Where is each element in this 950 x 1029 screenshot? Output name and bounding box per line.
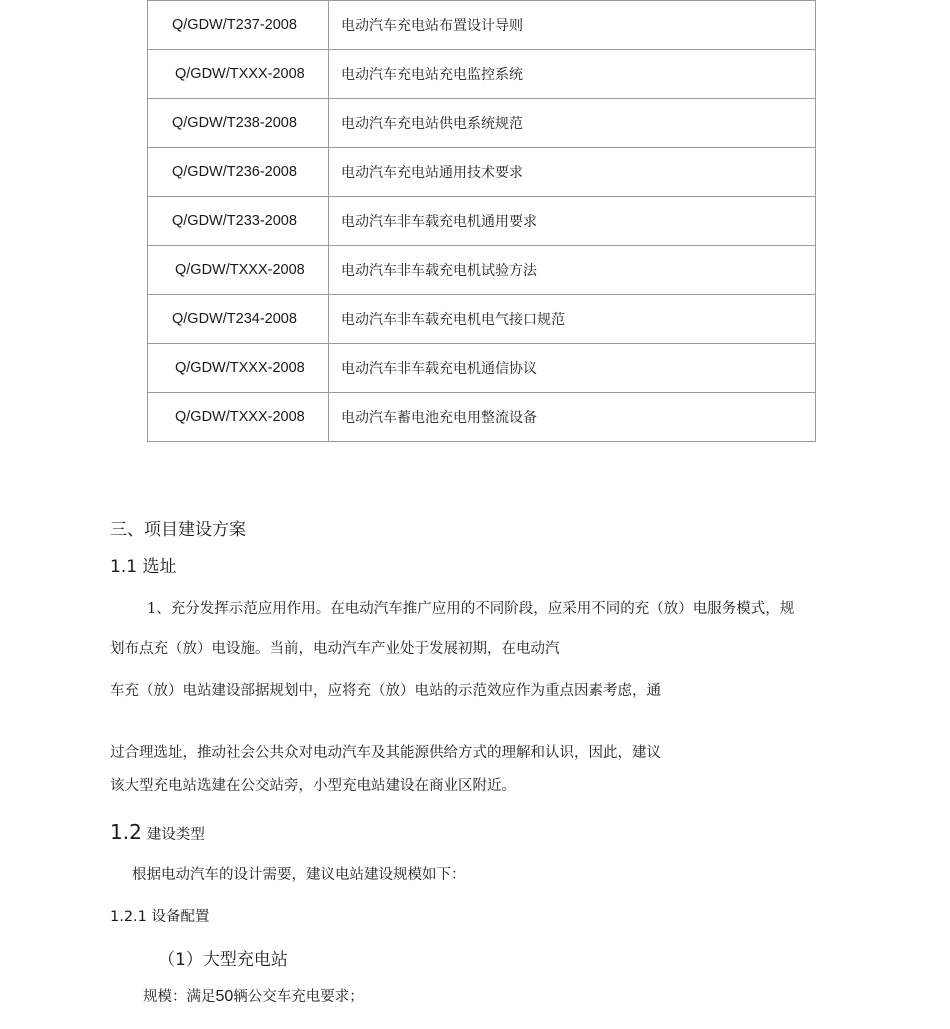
subsection-number: 1.2 [110, 820, 142, 844]
standard-name: 电动汽车非车载充电机试验方法 [329, 246, 816, 295]
standard-code: Q/GDW/T234-2008 [148, 295, 329, 344]
table-row [148, 197, 816, 246]
section-heading: 三、项目建设方案 [110, 520, 246, 540]
scale-number: 50 [215, 988, 234, 1005]
standard-code: Q/GDW/T237-2008 [148, 1, 329, 50]
standard-name: 电动汽车非车载充电机电气接口规范 [329, 295, 816, 344]
standard-code: Q/GDW/T236-2008 [148, 148, 329, 197]
subsection-heading-construction-type [110, 820, 205, 844]
table-row [148, 50, 816, 99]
scale-line [143, 985, 364, 1006]
standard-name: 电动汽车非车载充电机通信协议 [329, 344, 816, 393]
large-station-heading: （1）大型充电站 [158, 950, 288, 970]
subsection-heading-site-selection: 1.1 选址 [110, 557, 177, 577]
table-row [148, 148, 816, 197]
standard-name: 电动汽车充电站充电监控系统 [329, 50, 816, 99]
table-row [148, 99, 816, 148]
table-row [148, 295, 816, 344]
subsection-title: 建设类型 [146, 827, 205, 843]
standard-name: 电动汽车充电站供电系统规范 [329, 99, 816, 148]
standard-code: Q/GDW/TXXX-2008 [148, 344, 329, 393]
paragraph-line: 车充（放）电站建设部据规划中，应将充（放）电站的示范效应作为重点因素考虑，通 [110, 683, 661, 699]
table-row [148, 246, 816, 295]
paragraph-line: 1、充分发挥示范应用作用。在电动汽车推广应用的不同阶段，应采用不同的充（放）电服务模式，规 [147, 601, 795, 617]
paragraph-line: 过合理选址，推动社会公共众对电动汽车及其能源供给方式的理解和认识，因此，建议 [110, 745, 661, 761]
standard-code: Q/GDW/T233-2008 [148, 197, 329, 246]
table-row [148, 1, 816, 50]
standard-code: Q/GDW/TXXX-2008 [148, 393, 329, 442]
subsubsection-heading-equipment: 1.2.1 设备配置 [110, 909, 210, 925]
table-row [148, 393, 816, 442]
scale-prefix: 规模：满足 [143, 989, 216, 1005]
table-row [148, 344, 816, 393]
standard-code: Q/GDW/TXXX-2008 [148, 246, 329, 295]
paragraph-line: 划布点充（放）电设施。当前，电动汽车产业处于发展初期，在电动汽 [110, 641, 560, 657]
standard-name: 电动汽车充电站通用技术要求 [329, 148, 816, 197]
standards-table-body [148, 1, 816, 442]
standard-code: Q/GDW/T238-2008 [148, 99, 329, 148]
scale-suffix: 辆公交车充电要求； [233, 989, 364, 1005]
standard-name: 电动汽车充电站布置设计导则 [329, 1, 816, 50]
standard-name: 电动汽车蓄电池充电用整流设备 [329, 393, 816, 442]
paragraph-line: 根据电动汽车的设计需要，建议电站建设规模如下： [132, 867, 466, 883]
standards-table [147, 0, 816, 442]
paragraph-line: 该大型充电站选建在公交站旁，小型充电站建设在商业区附近。 [110, 778, 516, 794]
standard-code: Q/GDW/TXXX-2008 [148, 50, 329, 99]
standard-name: 电动汽车非车载充电机通用要求 [329, 197, 816, 246]
